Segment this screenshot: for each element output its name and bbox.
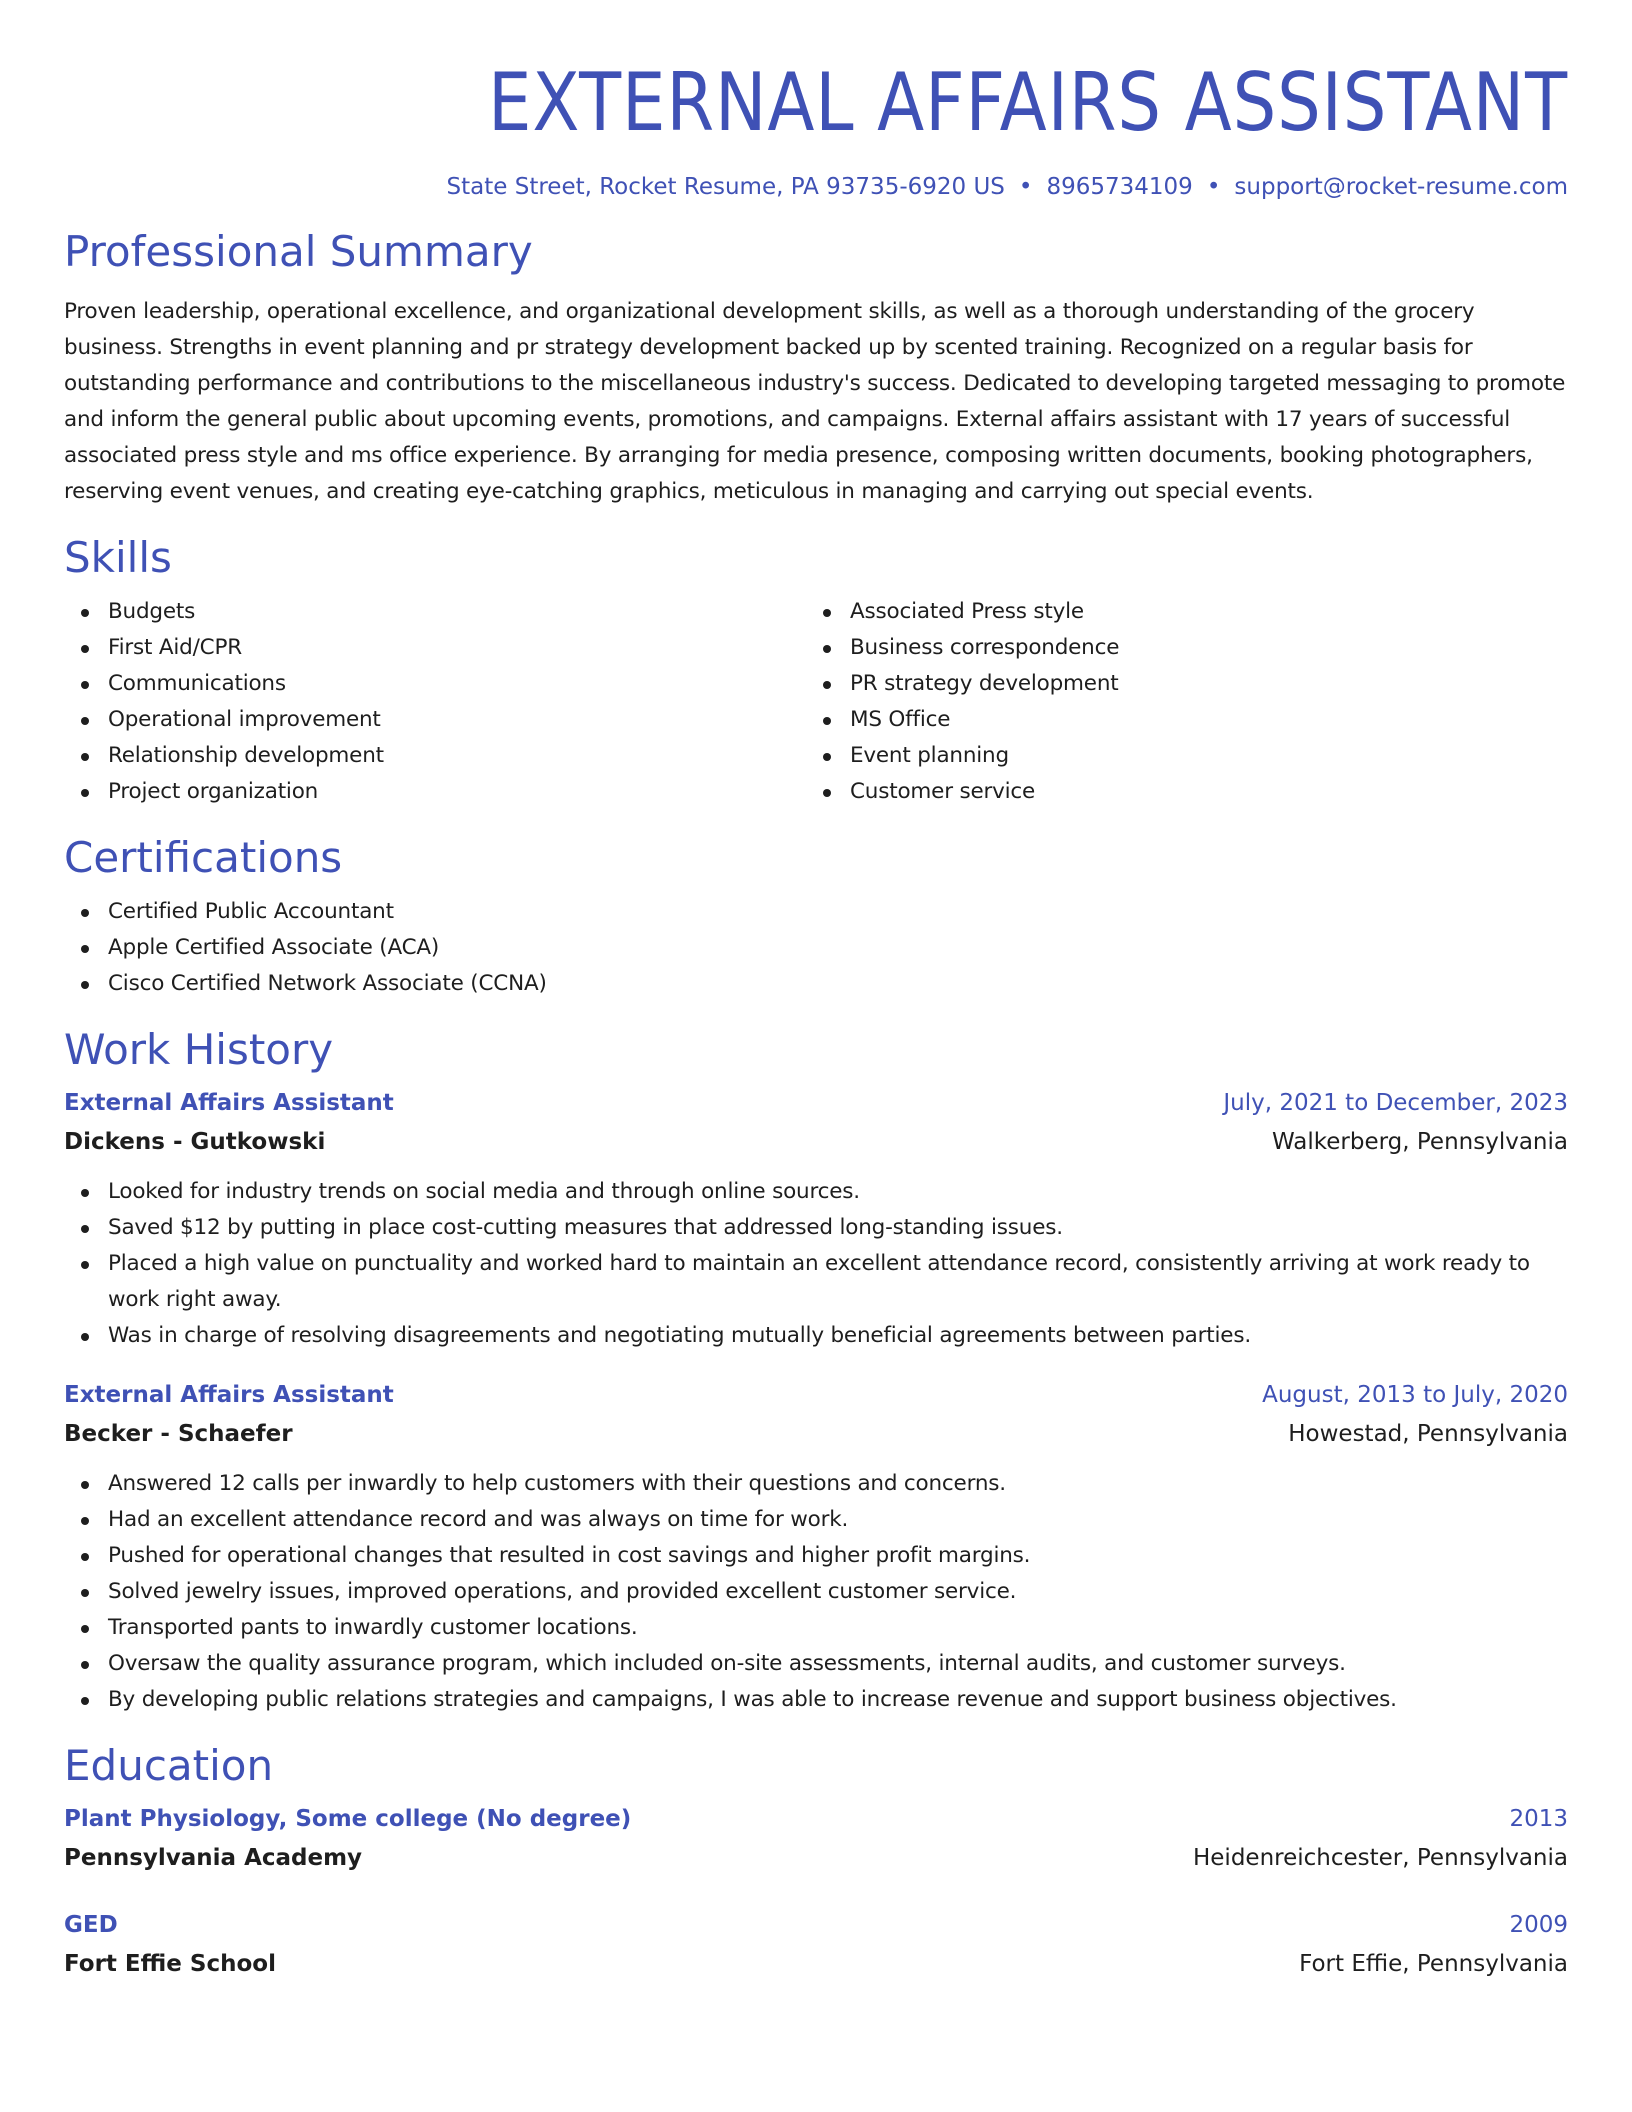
education-header-row (64, 1906, 1568, 1944)
job-company: Becker - Schaefer (64, 1421, 293, 1447)
job-dates: July, 2021 to December, 2023 (1223, 1090, 1568, 1116)
email-link[interactable]: support@rocket-resume.com (1234, 174, 1568, 200)
school: Pennsylvania Academy (64, 1845, 363, 1871)
job-bullets (64, 1174, 1568, 1354)
list-item: Placed a high value on punctuality and worked hard to maintain an excellent attendance record, consistently arriving at work ready to work right away. (64, 1246, 1568, 1318)
list-item: Budgets (64, 594, 806, 630)
list-item: Apple Certified Associate (ACA) (64, 930, 1568, 966)
job-title: External Affairs Assistant (64, 1382, 394, 1408)
list-item: Had an excellent attendance record and was always on time for work. (64, 1502, 1568, 1538)
job-company: Dickens - Gutkowski (64, 1129, 326, 1155)
school-location: Heidenreichcester, Pennsylvania (1192, 1845, 1568, 1871)
list-item: First Aid/CPR (64, 630, 806, 666)
certifications-section (64, 832, 1568, 1002)
summary-section (64, 226, 1568, 510)
section-title-skills: Skills (64, 533, 172, 582)
list-item: Saved $12 by putting in place cost-cutting measures that addressed long-standing issues. (64, 1210, 1568, 1246)
list-item: By developing public relations strategies and campaigns, I was able to increase revenue and support business objectives. (64, 1682, 1568, 1718)
list-item: Transported pants to inwardly customer locations. (64, 1610, 1568, 1646)
job-location: Walkerberg, Pennsylvania (1272, 1129, 1568, 1155)
list-item: Communications (64, 666, 806, 702)
education-school-row (64, 1944, 1568, 1984)
list-item: Was in charge of resolving disagreements and negotiating mutually beneficial agreements between parties. (64, 1318, 1568, 1354)
resume-page (64, 0, 1568, 1984)
candidate-title: EXTERNAL AFFAIRS ASSISTANT (488, 56, 1568, 149)
graduation-year: 2013 (1509, 1806, 1568, 1832)
skills-list-left (64, 594, 806, 810)
section-title-work-history: Work History (64, 1025, 334, 1074)
list-item: Looked for industry trends on social media and through online sources. (64, 1174, 1568, 1210)
education-school-row (64, 1838, 1568, 1878)
list-item: Cisco Certified Network Associate (CCNA) (64, 966, 1568, 1002)
skills-grid (64, 594, 1568, 810)
list-item: Customer service (806, 774, 1548, 810)
job-entry (64, 1084, 1568, 1354)
summary-text: Proven leadership, operational excellence, and organizational development skills, as well as a thorough understanding of the grocery business. Strengths in event planning and pr strategy development backed up by scented training. Recognized on a regular basis for outstanding performance and contributions to the miscellaneous industry's success. Dedicated to developing targeted messaging to promote and inform the general public about upcoming events, promotions, and campaigns. External affairs assistant with 17 years of successful associated press style and ms office experience. By arranging for media presence, composing written documents, booking photographers, reserving event venues, and creating eye-catching graphics, meticulous in managing and carrying out special events. (64, 299, 1566, 504)
degree: Plant Physiology, Some college (No degree) (64, 1806, 632, 1832)
work-history-section (64, 1024, 1568, 1718)
separator-dot: • (1018, 174, 1033, 200)
job-header-row (64, 1084, 1568, 1122)
certifications-list (64, 894, 1568, 1002)
education-section (64, 1740, 1568, 1984)
job-dates: August, 2013 to July, 2020 (1262, 1382, 1568, 1408)
job-location: Howestad, Pennsylvania (1288, 1421, 1568, 1447)
degree: GED (64, 1912, 118, 1938)
separator-dot: • (1206, 174, 1221, 200)
list-item: Answered 12 calls per inwardly to help customers with their questions and concerns. (64, 1466, 1568, 1502)
education-entry (64, 1906, 1568, 1984)
list-item: Solved jewelry issues, improved operations, and provided excellent customer service. (64, 1574, 1568, 1610)
list-item: Relationship development (64, 738, 806, 774)
address: State Street, Rocket Resume, PA 93735-6920 US (446, 174, 1005, 200)
phone: 8965734109 (1046, 174, 1193, 200)
section-title-summary: Professional Summary (64, 227, 533, 276)
contact-line (64, 174, 1568, 200)
job-bullets (64, 1466, 1568, 1718)
education-entry (64, 1800, 1568, 1878)
list-item: Certified Public Accountant (64, 894, 1568, 930)
skills-section (64, 532, 1568, 810)
school-location: Fort Effie, Pennsylvania (1299, 1951, 1568, 1977)
list-item: Event planning (806, 738, 1548, 774)
job-company-row (64, 1414, 1568, 1454)
list-item: Business correspondence (806, 630, 1548, 666)
list-item: Oversaw the quality assurance program, which included on-site assessments, internal audits, and customer surveys. (64, 1646, 1568, 1682)
job-company-row (64, 1122, 1568, 1162)
list-item: Project organization (64, 774, 806, 810)
list-item: Associated Press style (806, 594, 1548, 630)
skills-list-right (806, 594, 1548, 810)
school: Fort Effie School (64, 1951, 276, 1977)
education-header-row (64, 1800, 1568, 1838)
job-header-row (64, 1376, 1568, 1414)
job-title: External Affairs Assistant (64, 1090, 394, 1116)
list-item: Operational improvement (64, 702, 806, 738)
list-item: PR strategy development (806, 666, 1548, 702)
list-item: MS Office (806, 702, 1548, 738)
graduation-year: 2009 (1509, 1912, 1568, 1938)
section-title-certifications: Certifications (64, 833, 343, 882)
job-entry (64, 1376, 1568, 1718)
section-title-education: Education (64, 1741, 274, 1790)
list-item: Pushed for operational changes that resulted in cost savings and higher profit margins. (64, 1538, 1568, 1574)
